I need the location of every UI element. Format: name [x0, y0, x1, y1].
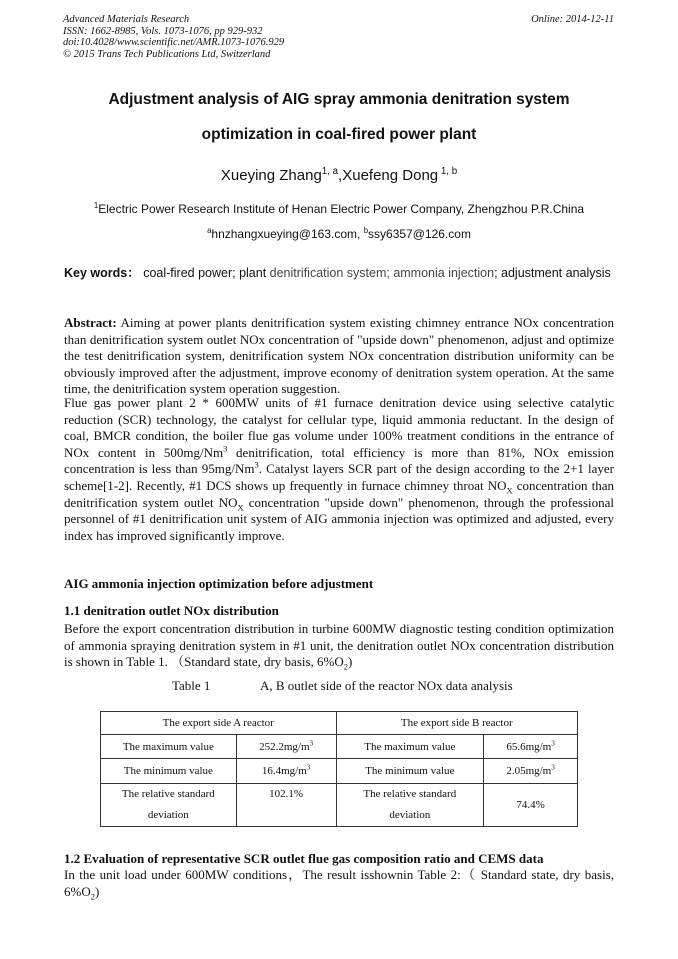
a-max-label: The maximum value [101, 735, 237, 759]
copyright-line: © 2015 Trans Tech Publications Ltd, Switzerland [63, 48, 271, 60]
intro-text-2: denitrification, total efficiency is more than 81%, NOx emission concentration is less than 95mg/Nm [64, 444, 614, 477]
a-min-label: The minimum value [101, 759, 237, 784]
paragraph-1-2-end: ) [94, 883, 100, 899]
intro-sup-1: 3 [223, 443, 228, 454]
email-b: ssy6357@126.com [368, 227, 471, 241]
a-rsd-value: 102.1% [236, 784, 336, 827]
a-max-value-cell [236, 735, 336, 759]
paragraph-1-2 [64, 867, 614, 900]
keywords-1: coal-fired power; plant [139, 266, 270, 280]
emails [0, 227, 678, 241]
table-1 [100, 711, 578, 827]
unit-sup: 3 [551, 738, 555, 747]
issn-line: ISSN: 1662-8985, Vols. 1073-1076, pp 929-932 [63, 25, 263, 37]
b-rsd-value: 74.4% [484, 784, 578, 827]
intro-text-5: concentration "upside down" phenomenon, through the professional personnel of #1 denitrification unit system of AIG ammonia injection was optimized and adjusted, every index has improved significantly improve. [64, 494, 614, 543]
b-min-value-cell [484, 759, 578, 784]
email-a-sup: a [207, 226, 212, 235]
rsd-label-line-2: deviation [147, 809, 189, 821]
intro-sup-2: 3 [254, 460, 259, 471]
intro-text-4: concentration than denitrification system outlet NO [64, 477, 614, 510]
author-separator: , [338, 167, 343, 184]
abstract [64, 315, 614, 398]
abstract-label: Abstract: [64, 315, 117, 330]
section-heading-1-1: 1.1 denitration outlet NOx distribution [64, 603, 279, 618]
b-max-value: 65.6mg/m [506, 740, 552, 753]
author-1-sup: 1, a [321, 166, 339, 177]
unit-sup: 3 [309, 738, 314, 747]
header-a-cell: The export side A reactor [101, 712, 337, 735]
paragraph-1-2-sub: 2 [90, 891, 95, 902]
paragraph-1-1-end: ) [347, 654, 353, 670]
table-header-row [101, 712, 578, 735]
title-line-2: optimization in coal-fired power plant [201, 126, 477, 143]
b-max-value-cell [484, 735, 578, 759]
paragraph-1-1-sub: 2 [343, 661, 348, 672]
rsd-label-line-1: The relative standard [121, 788, 215, 800]
author-2: Xuefeng Dong [342, 167, 439, 184]
paragraph-1-1 [64, 621, 614, 671]
affiliation-sup: 1 [93, 201, 99, 210]
email-a: hnzhangxueying@163.com, [211, 227, 364, 241]
journal-name: Advanced Materials Research [63, 14, 190, 25]
affiliation-text: Electric Power Research Institute of Henan Electric Power Company, Zhengzhou P.R.China [98, 202, 585, 216]
authors [0, 167, 678, 184]
a-min-value: 16.4mg/m [261, 765, 307, 777]
b-rsd-label [336, 784, 484, 827]
header-b-cell: The export side B reactor [336, 712, 578, 735]
a-min-value-cell [236, 759, 336, 784]
table-1-caption: A, B outlet side of the reactor NOx data analysis [260, 678, 513, 693]
paragraph-1-1-text: Before the export concentration distribution in turbine 600MW diagnostic testing condition optimization of ammonia spraying denitration system in #1 unit, the denitration outlet NOx concentration distribution is shown in Table 1. （Standard state, dry basis, 6%O [64, 621, 614, 670]
keywords-3: ; adjustment analysis [494, 266, 611, 280]
a-max-value: 252.2mg/m [259, 740, 310, 753]
b-min-value: 2.05mg/m [506, 765, 552, 777]
online-date: Online: 2014-12-11 [531, 14, 614, 25]
keywords-label: Key words： [64, 266, 140, 280]
unit-sup: 3 [551, 763, 555, 772]
intro-sub-1: X [506, 485, 513, 496]
section-heading-1-2: 1.2 Evaluation of representative SCR outlet flue gas composition ratio and CEMS data [64, 851, 544, 866]
abstract-text: Aiming at power plants denitrification system existing chimney entrance NOx concentration than denitrification system outlet NOx concentration of "upside down" phenomenon, adjust and optimize the test denitrification system, denitrification system NOx concentration distribution uniformity can be obviously improved after the adjustment, improve economy of denitration system operation. At the same time, the denitrification system operation suggestion. [64, 315, 614, 397]
table-row [101, 759, 578, 784]
intro-paragraph [64, 395, 614, 544]
table-1-label: Table 1 [172, 678, 211, 693]
intro-sub-2: X [237, 502, 244, 513]
doi-line: doi:10.4028/www.scientific.net/AMR.1073-1076.929 [63, 37, 285, 48]
table-row [101, 735, 578, 759]
keywords [64, 264, 614, 282]
rsd-label-line-2: deviation [389, 809, 431, 821]
unit-sup: 3 [306, 763, 311, 772]
intro-text-3: . Catalyst layers SCR part of the design according to the 2+1 layer scheme[1-2]. Recently, #1 DCS shows up frequently in furnace chimney throat NO [64, 461, 615, 493]
intro-text-1: Flue gas power plant 2 * 600MW units of #1 furnace denitration device using selective catalytic reduction (SCR) technology, the catalyst for cellular type, liquid ammonia reductant. In the design of coal, BMCR condition, the boiler flue gas volume under 100% treatment conditions in the entrance of NOx content in 500mg/Nm [64, 395, 614, 460]
affiliation [0, 202, 678, 216]
a-rsd-label [101, 784, 237, 827]
email-b-sup: b [363, 226, 369, 235]
author-1: Xueying Zhang [220, 167, 322, 184]
paragraph-1-2-text: In the unit load under 600MW conditions，The result isshownin Table 2:（ Standard state, dry basis, 6%O [64, 867, 614, 899]
keywords-2: denitrification system; ammonia injection [269, 266, 495, 280]
b-max-label: The maximum value [336, 735, 484, 759]
b-min-label: The minimum value [336, 759, 484, 784]
rsd-label-line-1: The relative standard [363, 788, 457, 800]
section-heading-1: AIG ammonia injection optimization before adjustment [64, 576, 374, 591]
title-line-1: Adjustment analysis of AIG spray ammonia denitration system [108, 91, 570, 108]
table-row [101, 784, 578, 827]
author-2-sup: 1, b [438, 166, 458, 177]
